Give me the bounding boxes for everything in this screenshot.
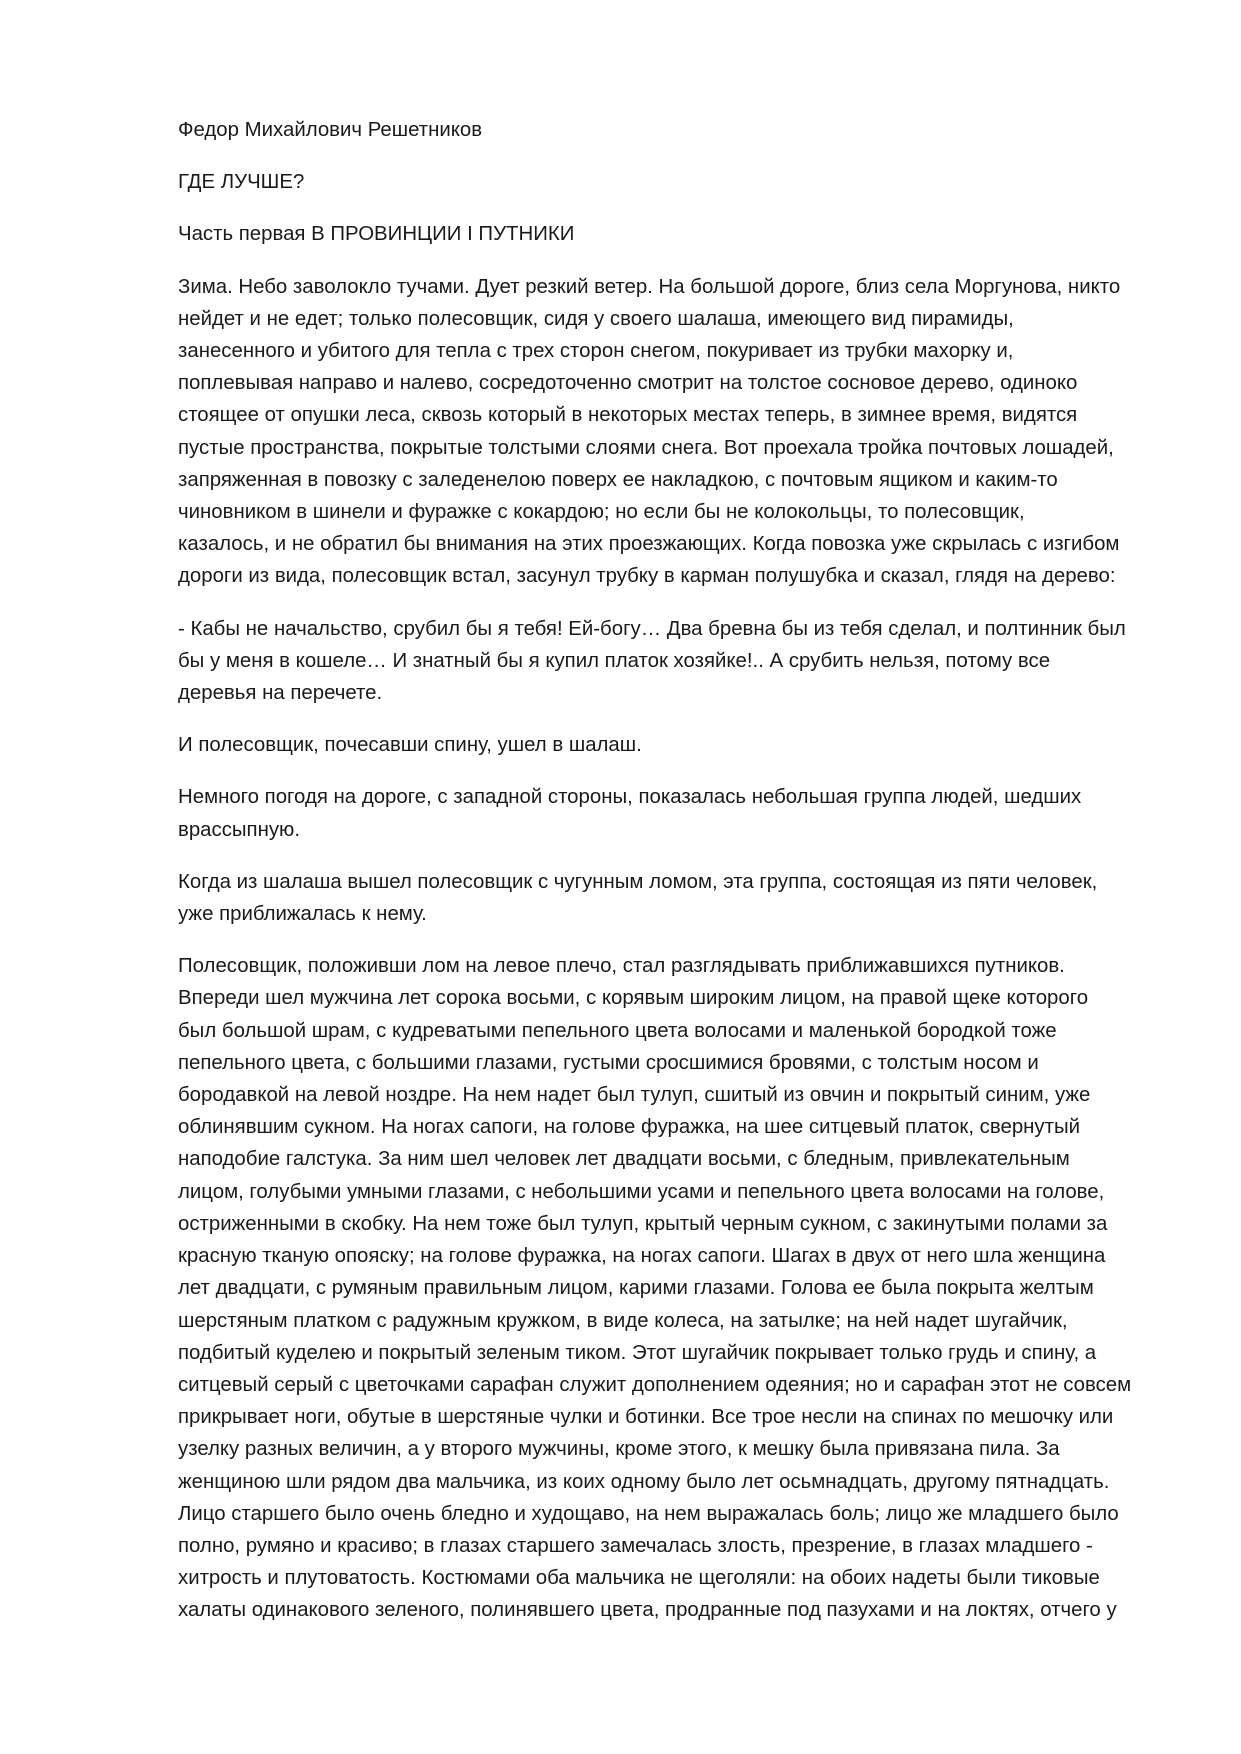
- paragraph-4: [178, 781, 1163, 845]
- text-line: нейдет и не едет; только полесовщик, сидя у своего шалаша, имеющего вид пирамиды,: [178, 307, 1014, 330]
- text-line: врассыпную.: [178, 818, 301, 841]
- text-line: подбитый куделею и покрытый зеленым тиком. Этот шугайчик покрывает только грудь и спину, а: [178, 1341, 1097, 1364]
- text-line: пустые пространства, покрытые толстыми слоями снега. Вот проехала тройка почтовых лошадей,: [178, 436, 1114, 459]
- text-line: шерстяным платком с радужным кружком, в виде колеса, на затылке; на ней надет шугайчик,: [178, 1309, 1068, 1332]
- text-line: наподобие галстука. За ним шел человек лет двадцати восьми, с бледным, привлекательным: [178, 1148, 1070, 1171]
- document-title: ГДЕ ЛУЧШЕ?: [178, 171, 305, 194]
- text-line: Когда из шалаша вышел полесовщик с чугунным ломом, эта группа, состоящая из пяти человек,: [178, 870, 1098, 893]
- text-line: казалось, и не обратил бы внимания на этих проезжающих. Когда повозка уже скрылась с изгибом: [178, 533, 1120, 556]
- text-line: женщиною шли рядом два мальчика, из коих одному было лет осьмнадцать, другому пятнадцать.: [178, 1470, 1110, 1493]
- text-line: поплевывая направо и налево, сосредоточенно смотрит на толстое сосновое дерево, одиноко: [178, 372, 1078, 395]
- paragraph-3: [178, 729, 1163, 761]
- text-line: халаты одинакового зеленого, полинявшего цвета, продранные под пазухами и на локтях, отчего у: [178, 1599, 1117, 1622]
- text-line: узелку разных величин, а у второго мужчины, кроме этого, к мешку была привязана пила. За: [178, 1438, 1060, 1461]
- paragraph-2: [178, 613, 1163, 710]
- text-line: Впереди шел мужчина лет сорока восьми, с корявым широким лицом, на правой щеке которого: [178, 987, 1089, 1010]
- paragraph-5: [178, 866, 1163, 930]
- text-line: стоящее от опушки леса, сквозь который в некоторых местах теперь, в зимнее время, видятся: [178, 404, 1078, 427]
- text-line: лицом, голубыми умными глазами, с небольшими усами и пепельного цвета волосами на голове,: [178, 1180, 1105, 1203]
- text-line: бородавкой на левой ноздре. На нем надет был тулуп, сшитый из овчин и покрытый синим, уже: [178, 1084, 1091, 1107]
- text-line: Лицо старшего было очень бледно и худощаво, на нем выражалась боль; лицо же младшего было: [178, 1502, 1119, 1525]
- text-line: хитрость и плутоватость. Костюмами оба мальчика не щеголяли: на обоих надеты были тиковые: [178, 1567, 1100, 1590]
- text-line: полно, румяно и красиво; в глазах старшего замечалась злость, презрение, в глазах младшего -: [178, 1534, 1093, 1557]
- author-line: Федор Михайлович Решетников: [178, 119, 483, 141]
- text-line: прикрывает ноги, обутые в шерстяные чулки и ботинки. Все трое несли на спинах по мешочку или: [178, 1406, 1114, 1429]
- text-line: дороги из вида, полесовщик встал, засунул трубку в карман полушубка и сказал, глядя на дерево:: [178, 565, 1116, 588]
- text-line: занесенного и убитого для тепла с трех сторон снегом, покуривает из трубки махорку и,: [178, 340, 1014, 363]
- text-line: Полесовщик, положивши лом на левое плечо, стал разглядывать приближавшихся путников.: [178, 955, 1065, 978]
- text-line: лет двадцати, с румяным правильным лицом, карими глазами. Голова ее была покрыта желтым: [178, 1277, 1094, 1300]
- part-heading: Часть первая В ПРОВИНЦИИ I ПУТНИКИ: [178, 223, 575, 246]
- text-line: облинявшим сукном. На ногах сапоги, на голове фуражка, на шее ситцевый платок, свернутый: [178, 1116, 1080, 1139]
- text-line: остриженными в скобку. На нем тоже был тулуп, крытый черным сукном, с закинутыми полами за: [178, 1212, 1108, 1235]
- text-line: красную тканую опояску; на голове фуражка, на ногах сапоги. Шагах в двух от него шла женщина: [178, 1245, 1106, 1268]
- text-line: был большой шрам, с кудреватыми пепельного цвета волосами и маленькой бородкой тоже: [178, 1019, 1057, 1042]
- text-line: И полесовщик, почесавши спину, ушел в шалаш.: [178, 734, 642, 757]
- document-body: [178, 114, 1163, 1647]
- text-line: Зима. Небо заволокло тучами. Дует резкий ветер. На большой дороге, близ села Моргунова, никто: [178, 275, 1121, 298]
- text-line: чиновником в шинели и фуражке с кокардою; но если бы не колокольцы, то полесовщик,: [178, 501, 1025, 524]
- text-line: уже приближалась к нему.: [178, 903, 427, 926]
- paragraph-6: [178, 950, 1163, 1626]
- text-line: бы у меня в кошеле… И знатный бы я купил платок хозяйке!.. А срубить нельзя, потому все: [178, 649, 1051, 672]
- paragraph-1: [178, 271, 1163, 593]
- text-line: ситцевый серый с цветочками сарафан служит дополнением одеяния; но и сарафан этот не совсем: [178, 1373, 1132, 1396]
- text-line: пепельного цвета, с большими глазами, густыми сросшимися бровями, с толстым носом и: [178, 1051, 1039, 1074]
- text-line: запряженная в повозку с заледенелою поверх ее накладкою, с почтовым ящиком и каким-то: [178, 468, 1058, 491]
- text-line: деревья на перечете.: [178, 682, 383, 705]
- text-line: - Кабы не начальство, срубил бы я тебя! Ей-богу… Два бревна бы из тебя сделал, и полтинник был: [178, 617, 1126, 640]
- text-line: Немного погодя на дороге, с западной стороны, показалась небольшая группа людей, шедших: [178, 786, 1082, 809]
